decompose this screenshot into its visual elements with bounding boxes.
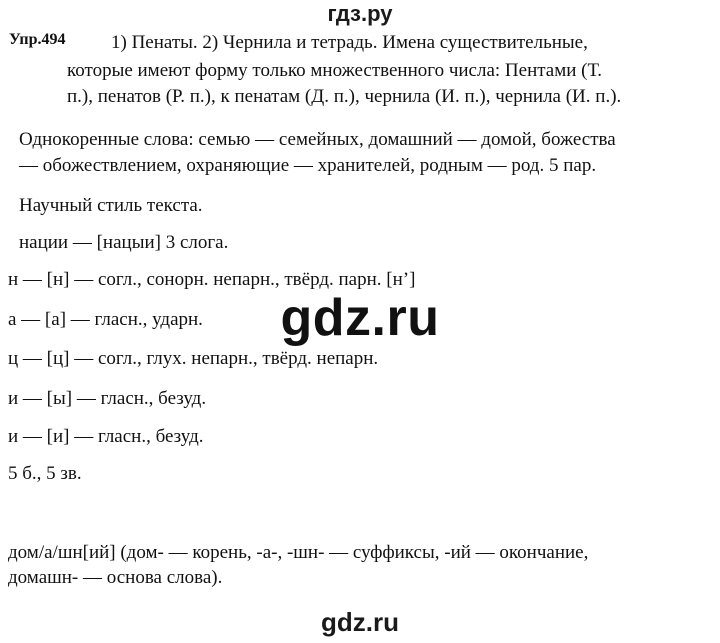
site-footer-logo: gdz.ru [321,607,399,637]
morpheme-line: домашн- — основа слова). [8,567,223,588]
syllables-line: нации — [нацыи] 3 слога. [19,232,229,253]
watermark-logo: gdz.ru [280,289,440,347]
phonetic-line: и — [и] — гласн., безуд. [8,426,204,447]
answer-line: которые имеют форму только множественного числа: Пентами (Т. [67,60,602,81]
phonetic-line: ц — [ц] — согл., глух. непарн., твёрд. непарн. [8,348,379,369]
answer-line: п.), пенатов (Р. п.), к пенатам (Д. п.), чернила (И. п.), чернила (И. п.). [67,86,622,107]
phonetic-line: н — [н] — согл., сонорн. непарн., твёрд. парн. [н’] [8,269,416,290]
answer-line: 1) Пенаты. 2) Чернила и тетрадь. Имена существительные, [111,32,588,53]
cognates-line: — обожествлением, охраняющие — хранителей, родным — род. 5 пар. [19,155,597,176]
phonetic-line: а — [а] — гласн., ударн. [8,309,203,330]
morpheme-line: дом/а/шн[ий] (дом- — корень, -а-, -шн- — суффиксы, -ий — окончание, [8,542,589,563]
count-line: 5 б., 5 зв. [8,463,82,484]
phonetic-line: и — [ы] — гласн., безуд. [8,388,207,409]
cognates-line: Однокоренные слова: семью — семейных, домашний — домой, божества [19,129,616,150]
site-header-logo: гдз.ру [327,1,393,26]
style-line: Научный стиль текста. [19,195,203,216]
exercise-number: Упр.494 [9,31,66,48]
